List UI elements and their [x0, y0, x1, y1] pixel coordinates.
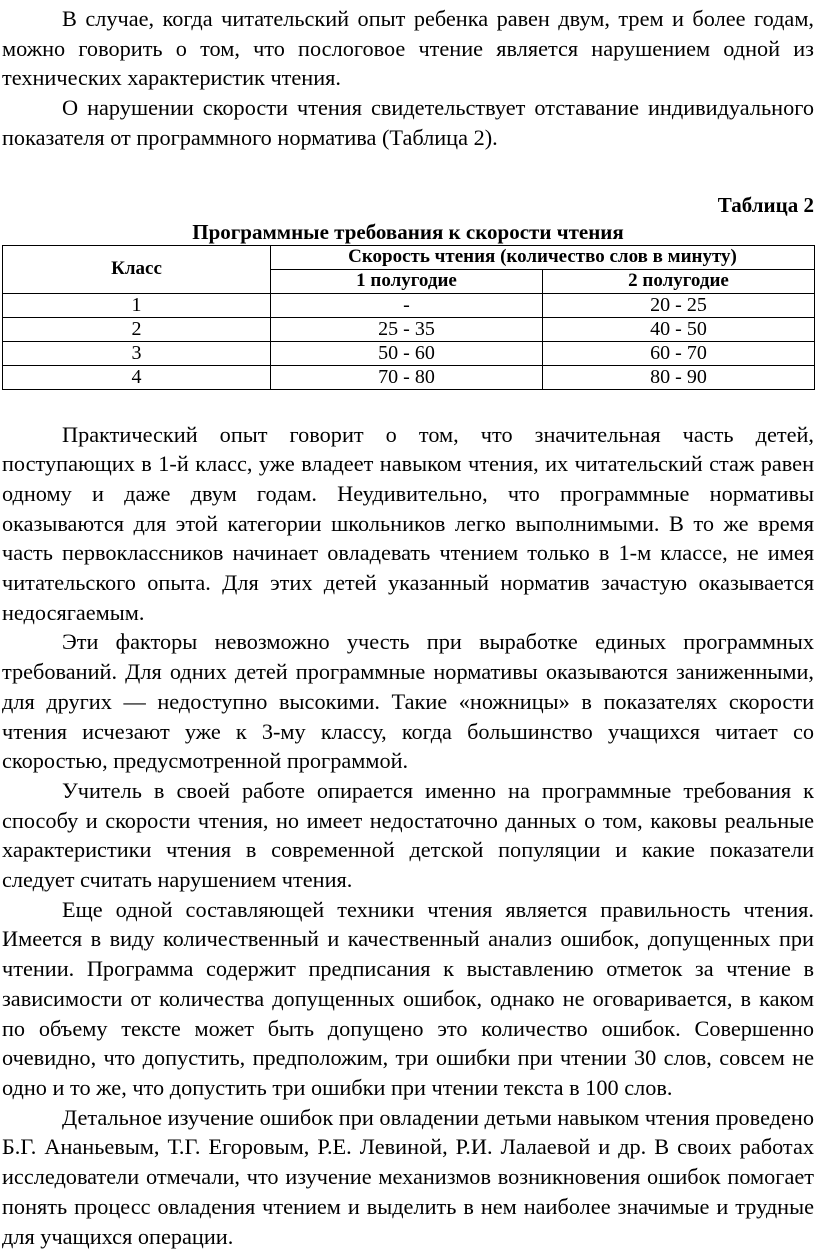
body-paragraph: Учитель в своей работе опирается именно на программные требования к способу и скорости чтения, но имеет недостаточно данных о том, каковы реальные характеристики чтения в современной детской популяции и какие показатели следует считать нарушением чтения.: [2, 777, 814, 893]
half2-cell: 40 - 50: [543, 317, 815, 341]
half2-header: 2 полугодие: [543, 269, 815, 293]
body-paragraph: Еще одной составляющей техники чтения является правильность чтения. Имеется в виду количественный и качественный анализ ошибок, допущенных при чтении. Программа содержит предписания к выставлению отметок за чтение в зависимости от количества допущенных ошибок, однако не оговаривается, в каком по объему тексте может быть допущено это количество ошибок. Совершенно очевидно, что допустить, предположим, три ошибки при чтении 30 слов, совсем не одно и то же, что допустить три ошибки при чтении текста в 100 слов.: [2, 896, 814, 1100]
class-cell: 4: [3, 365, 271, 389]
intro-paragraph: О нарушении скорости чтения свидетельствует отставание индивидуального показателя от программного норматива (Таблица 2).: [2, 95, 814, 150]
table-number: Таблица 2: [717, 192, 814, 217]
half1-cell: 25 - 35: [271, 317, 543, 341]
half1-cell: -: [271, 293, 543, 317]
half1-header: 1 полугодие: [271, 269, 543, 293]
table-title: Программные требования к скорости чтения: [192, 219, 624, 244]
body-paragraph: Практический опыт говорит о том, что значительная часть детей, поступающих в 1-й класс, уже владеет навыком чтения, их читательский стаж равен одному и даже двум годам. Неудивительно, что программные нормативы оказываются для этой категории школьников легко выполнимыми. В то же время часть первоклассников начинает овладевать чтением только в 1-м классе, не имея читательского опыта. Для этих детей указанный норматив зачастую оказывается недосягаемым.: [2, 421, 814, 625]
class-cell: 3: [3, 341, 271, 365]
half2-cell: 80 - 90: [543, 365, 815, 389]
speed-header: Скорость чтения (количество слов в минуту): [271, 245, 815, 269]
half2-cell: 60 - 70: [543, 341, 815, 365]
class-cell: 2: [3, 317, 271, 341]
half2-cell: 20 - 25: [543, 293, 815, 317]
intro-paragraph: В случае, когда читательский опыт ребенка равен двум, трем и более годам, можно говорить о том, что послоговое чтение является нарушением одной из технических характеристик чтения.: [2, 6, 814, 91]
body-paragraph: Детальное изучение ошибок при овладении детьми навыком чтения проведено Б.Г. Ананьевым, Т.Г. Егоровым, Р.Е. Левиной, Р.И. Лалаевой и др. В своих работах исследователи отмечали, что изучение механизмов возникновения ошибок помогает понять процесс овладения чтением и выделить в нем наиболее значимые и трудные для учащихся операции.: [2, 1104, 814, 1249]
table-row: [3, 293, 815, 317]
half1-cell: 50 - 60: [271, 341, 543, 365]
table-header-row: [3, 245, 815, 269]
table-row: [3, 341, 815, 365]
table-row: [3, 317, 815, 341]
half1-cell: 70 - 80: [271, 365, 543, 389]
body-paragraph: Эти факторы невозможно учесть при выработке единых программных требований. Для одних детей программные нормативы оказываются заниженными, для других — недоступно высокими. Такие «ножницы» в показателях скорости чтения исчезают уже к 3-му классу, когда большинство учащихся читает со скоростью, предусмотренной программой.: [2, 629, 814, 774]
class-header: Класс: [3, 245, 271, 293]
table-row: [3, 365, 815, 389]
class-cell: 1: [3, 293, 271, 317]
speed-table: [2, 245, 815, 390]
